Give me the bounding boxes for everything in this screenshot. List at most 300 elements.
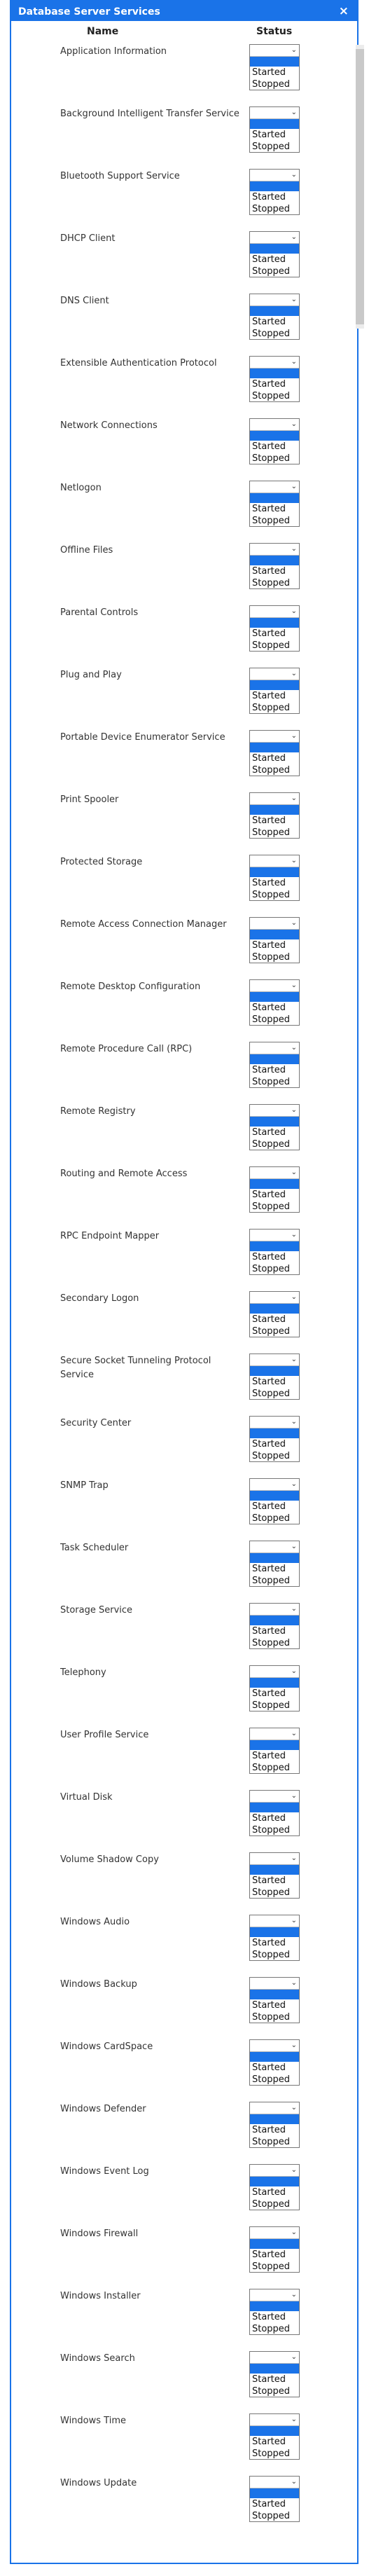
status-select-value[interactable] <box>250 1167 299 1179</box>
status-select-value[interactable] <box>250 481 299 493</box>
status-select[interactable] <box>249 2226 300 2273</box>
status-select[interactable] <box>249 2413 300 2460</box>
service-name: Windows Update <box>60 2478 137 2488</box>
status-select-value[interactable] <box>250 2165 299 2177</box>
status-select-value[interactable] <box>250 1042 299 1054</box>
chevron-down-icon[interactable]: ⌄ <box>291 233 297 241</box>
status-option-started[interactable]: Started <box>252 1938 286 1948</box>
status-option-stopped[interactable]: Stopped <box>252 2261 291 2272</box>
status-option-highlight[interactable] <box>250 1990 299 1999</box>
status-option-stopped[interactable]: Stopped <box>252 1201 291 1212</box>
status-option-started[interactable]: Started <box>252 379 286 390</box>
status-option-stopped[interactable]: Stopped <box>252 2511 291 2521</box>
table-row <box>11 1662 357 1724</box>
status-option-stopped[interactable]: Stopped <box>252 1887 291 1898</box>
status-select[interactable] <box>249 1665 300 1711</box>
service-name: Bluetooth Support Service <box>60 171 180 181</box>
status-select-value[interactable] <box>250 793 299 805</box>
chevron-down-icon[interactable]: ⌄ <box>291 1106 297 1114</box>
table-row <box>11 726 357 789</box>
status-select[interactable] <box>249 1915 300 1961</box>
status-option-stopped[interactable]: Stopped <box>252 1576 291 1586</box>
chevron-down-icon[interactable]: ⌄ <box>291 46 297 54</box>
status-select[interactable] <box>249 106 300 153</box>
status-option-highlight[interactable] <box>250 1366 299 1376</box>
status-option-highlight[interactable] <box>250 1678 299 1688</box>
table-row <box>11 2348 357 2410</box>
status-option-started[interactable]: Started <box>252 67 286 78</box>
status-option-stopped[interactable]: Stopped <box>252 703 291 713</box>
status-select[interactable] <box>249 44 300 90</box>
chevron-down-icon[interactable]: ⌄ <box>291 670 297 677</box>
status-select[interactable] <box>249 2476 300 2522</box>
table-row <box>11 2472 357 2535</box>
status-option-highlight[interactable] <box>250 306 299 316</box>
status-option-stopped[interactable]: Stopped <box>252 2199 291 2210</box>
status-option-started[interactable]: Started <box>252 566 286 577</box>
status-select[interactable] <box>249 1790 300 1836</box>
status-option-stopped[interactable]: Stopped <box>252 2137 291 2147</box>
service-name: Application Information <box>60 46 167 57</box>
table-row <box>11 851 357 914</box>
chevron-down-icon[interactable]: ⌄ <box>291 1667 297 1675</box>
status-option-stopped[interactable]: Stopped <box>252 266 291 277</box>
table-row <box>11 1849 357 1911</box>
chevron-down-icon[interactable]: ⌄ <box>291 171 297 179</box>
status-select[interactable] <box>249 979 300 1026</box>
status-option-highlight[interactable] <box>250 2364 299 2374</box>
chevron-down-icon[interactable]: ⌄ <box>291 545 297 553</box>
table-row <box>11 415 357 477</box>
status-option-started[interactable]: Started <box>252 2374 286 2385</box>
chevron-down-icon[interactable]: ⌄ <box>291 2229 297 2236</box>
status-option-highlight[interactable] <box>250 2177 299 2186</box>
status-option-started[interactable]: Started <box>252 2499 286 2509</box>
status-option-stopped[interactable]: Stopped <box>252 1451 291 1461</box>
status-select[interactable] <box>249 294 300 340</box>
status-option-highlight[interactable] <box>250 1865 299 1875</box>
status-option-highlight[interactable] <box>250 680 299 690</box>
status-select-value[interactable] <box>250 2102 299 2114</box>
chevron-down-icon[interactable]: ⌄ <box>291 1231 297 1239</box>
chevron-down-icon[interactable]: ⌄ <box>291 1169 297 1176</box>
service-name: Portable Device Enumerator Service <box>60 732 225 743</box>
table-row <box>11 1101 357 1163</box>
status-select[interactable] <box>249 1042 300 1088</box>
status-option-started[interactable]: Started <box>252 1564 286 1574</box>
table-row <box>11 228 357 290</box>
status-select-value[interactable] <box>250 1915 299 1927</box>
status-select[interactable] <box>249 730 300 776</box>
status-select[interactable] <box>249 1166 300 1213</box>
status-select[interactable] <box>249 418 300 464</box>
chevron-down-icon[interactable]: ⌄ <box>291 2041 297 2049</box>
status-select[interactable] <box>249 2102 300 2148</box>
table-row <box>11 664 357 726</box>
status-option-stopped[interactable]: Stopped <box>252 2324 291 2334</box>
table-row <box>11 2161 357 2223</box>
status-option-highlight[interactable] <box>250 992 299 1002</box>
status-option-stopped[interactable]: Stopped <box>252 204 291 214</box>
service-name: Virtual Disk <box>60 1792 113 1803</box>
status-select-value[interactable] <box>250 2227 299 2239</box>
status-select[interactable] <box>249 169 300 215</box>
status-select-value[interactable] <box>250 855 299 867</box>
chevron-down-icon[interactable]: ⌄ <box>291 358 297 366</box>
table-row <box>11 41 357 103</box>
status-select[interactable] <box>249 1541 300 1587</box>
status-option-highlight[interactable] <box>250 181 299 191</box>
status-option-highlight[interactable] <box>250 1241 299 1251</box>
status-select-value[interactable] <box>250 107 299 119</box>
status-select-value[interactable] <box>250 1978 299 1990</box>
status-option-started[interactable]: Started <box>252 1751 286 1761</box>
status-select[interactable] <box>249 2289 300 2335</box>
service-name: Network Connections <box>60 420 158 431</box>
status-select-value[interactable] <box>250 2477 299 2488</box>
status-select-value[interactable] <box>250 1791 299 1803</box>
status-option-stopped[interactable]: Stopped <box>252 827 291 838</box>
status-option-highlight[interactable] <box>250 1740 299 1750</box>
status-select-value[interactable] <box>250 1105 299 1117</box>
status-option-stopped[interactable]: Stopped <box>252 2386 291 2397</box>
status-select-value[interactable] <box>250 1292 299 1304</box>
chevron-down-icon[interactable]: ⌄ <box>291 1480 297 1488</box>
status-option-highlight[interactable] <box>250 2488 299 2498</box>
status-option-started[interactable]: Started <box>252 2250 286 2260</box>
status-option-stopped[interactable]: Stopped <box>252 578 291 588</box>
status-option-stopped[interactable]: Stopped <box>252 142 291 152</box>
chevron-down-icon[interactable]: ⌄ <box>291 1730 297 1737</box>
status-option-highlight[interactable] <box>250 1803 299 1812</box>
close-icon[interactable]: × <box>338 4 349 18</box>
status-option-started[interactable]: Started <box>252 1501 286 1512</box>
status-select[interactable] <box>249 356 300 402</box>
status-option-highlight[interactable] <box>250 2052 299 2062</box>
chevron-down-icon[interactable]: ⌄ <box>291 483 297 490</box>
status-option-highlight[interactable] <box>250 618 299 628</box>
service-name: Windows Audio <box>60 1917 130 1927</box>
status-option-stopped[interactable]: Stopped <box>252 1513 291 1524</box>
table-row <box>11 1163 357 1225</box>
status-option-highlight[interactable] <box>250 431 299 441</box>
status-select[interactable] <box>249 1291 300 1337</box>
chevron-down-icon[interactable]: ⌄ <box>291 1293 297 1301</box>
status-select-value[interactable] <box>250 1728 299 1740</box>
status-option-started[interactable]: Started <box>252 2062 286 2073</box>
status-option-started[interactable]: Started <box>252 254 286 265</box>
status-option-stopped[interactable]: Stopped <box>252 765 291 776</box>
status-option-started[interactable]: Started <box>252 691 286 701</box>
status-select[interactable] <box>249 1478 300 1524</box>
chevron-down-icon[interactable]: ⌄ <box>291 2353 297 2361</box>
status-option-highlight[interactable] <box>250 556 299 565</box>
status-option-started[interactable]: Started <box>252 815 286 826</box>
status-option-stopped[interactable]: Stopped <box>252 1077 291 1087</box>
table-row <box>11 1911 357 1974</box>
status-option-highlight[interactable] <box>250 1553 299 1563</box>
chevron-down-icon[interactable]: ⌄ <box>291 857 297 865</box>
chevron-down-icon[interactable]: ⌄ <box>291 2416 297 2423</box>
status-select[interactable] <box>249 1354 300 1400</box>
status-select[interactable] <box>249 2039 300 2086</box>
status-select[interactable] <box>249 231 300 277</box>
status-select-value[interactable] <box>250 1230 299 1241</box>
chevron-down-icon[interactable]: ⌄ <box>291 1543 297 1550</box>
status-option-started[interactable]: Started <box>252 317 286 327</box>
status-select[interactable] <box>249 668 300 714</box>
status-option-stopped[interactable]: Stopped <box>252 1825 291 1835</box>
chevron-down-icon[interactable]: ⌄ <box>291 982 297 989</box>
status-option-started[interactable]: Started <box>252 1688 286 1699</box>
table-row <box>11 477 357 539</box>
status-select[interactable] <box>249 855 300 901</box>
status-option-highlight[interactable] <box>250 1117 299 1127</box>
chevron-down-icon[interactable]: ⌄ <box>291 1792 297 1800</box>
status-option-stopped[interactable]: Stopped <box>252 453 291 464</box>
status-select-value[interactable] <box>250 1417 299 1428</box>
chevron-down-icon[interactable]: ⌄ <box>291 109 297 116</box>
chevron-down-icon[interactable]: ⌄ <box>291 420 297 428</box>
service-name: Netlogon <box>60 483 102 493</box>
status-option-highlight[interactable] <box>250 2114 299 2124</box>
status-select-value[interactable] <box>250 294 299 306</box>
status-option-highlight[interactable] <box>250 743 299 752</box>
status-option-stopped[interactable]: Stopped <box>252 952 291 963</box>
status-option-stopped[interactable]: Stopped <box>252 1014 291 1025</box>
status-option-started[interactable]: Started <box>252 1127 286 1138</box>
service-name: Windows Search <box>60 2353 135 2364</box>
table-row <box>11 1786 357 1849</box>
status-select[interactable] <box>249 792 300 839</box>
status-option-stopped[interactable]: Stopped <box>252 1139 291 1150</box>
service-name: Windows Defender <box>60 2104 146 2114</box>
chevron-down-icon[interactable]: ⌄ <box>291 1605 297 1613</box>
service-name: Plug and Play <box>60 670 122 680</box>
status-option-highlight[interactable] <box>250 2426 299 2436</box>
service-name: Task Scheduler <box>60 1543 129 1553</box>
status-option-stopped[interactable]: Stopped <box>252 79 291 90</box>
status-select-value[interactable] <box>250 668 299 680</box>
chevron-down-icon[interactable]: ⌄ <box>291 1979 297 1987</box>
table-row <box>11 2285 357 2348</box>
status-option-stopped[interactable]: Stopped <box>252 1264 291 1274</box>
status-option-started[interactable]: Started <box>252 1252 286 1262</box>
status-option-stopped[interactable]: Stopped <box>252 2074 291 2085</box>
status-select-value[interactable] <box>250 357 299 369</box>
chevron-down-icon[interactable]: ⌄ <box>291 2291 297 2299</box>
status-select-value[interactable] <box>250 1541 299 1553</box>
status-select-value[interactable] <box>250 1479 299 1491</box>
service-name: Remote Procedure Call (RPC) <box>60 1044 193 1054</box>
status-option-started[interactable]: Started <box>252 441 286 452</box>
status-option-started[interactable]: Started <box>252 1314 286 1325</box>
chevron-down-icon[interactable]: ⌄ <box>291 296 297 303</box>
status-option-stopped[interactable]: Stopped <box>252 1700 291 1711</box>
status-option-highlight[interactable] <box>250 57 299 67</box>
status-option-highlight[interactable] <box>250 1179 299 1189</box>
status-column-header: Status <box>256 26 293 37</box>
status-select[interactable] <box>249 1977 300 2023</box>
table-row <box>11 602 357 664</box>
chevron-down-icon[interactable]: ⌄ <box>291 1418 297 1426</box>
status-option-highlight[interactable] <box>250 1304 299 1314</box>
status-select-value[interactable] <box>250 1354 299 1366</box>
scrollbar-thumb[interactable] <box>356 49 364 324</box>
status-select-value[interactable] <box>250 606 299 618</box>
status-option-highlight[interactable] <box>250 2301 299 2311</box>
status-option-highlight[interactable] <box>250 2239 299 2249</box>
status-option-stopped[interactable]: Stopped <box>252 1950 291 1960</box>
status-select[interactable] <box>249 1852 300 1899</box>
service-name: Windows Time <box>60 2416 126 2426</box>
chevron-down-icon[interactable]: ⌄ <box>291 2104 297 2112</box>
service-name: Windows Firewall <box>60 2229 139 2239</box>
status-option-highlight[interactable] <box>250 1428 299 1438</box>
status-option-started[interactable]: Started <box>252 1065 286 1075</box>
table-row <box>11 2098 357 2161</box>
status-option-started[interactable]: Started <box>252 1377 286 1387</box>
status-select-value[interactable] <box>250 1604 299 1616</box>
table-row <box>11 1599 357 1662</box>
status-option-highlight[interactable] <box>250 867 299 877</box>
chevron-down-icon[interactable]: ⌄ <box>291 1854 297 1862</box>
status-select[interactable] <box>249 1104 300 1150</box>
table-row <box>11 789 357 851</box>
status-option-stopped[interactable]: Stopped <box>252 391 291 401</box>
service-name: Remote Desktop Configuration <box>60 982 201 992</box>
status-option-started[interactable]: Started <box>252 1190 286 1200</box>
status-option-started[interactable]: Started <box>252 1875 286 1886</box>
service-name: Protected Storage <box>60 857 143 867</box>
status-option-stopped[interactable]: Stopped <box>252 890 291 900</box>
status-option-highlight[interactable] <box>250 119 299 129</box>
table-row <box>11 976 357 1038</box>
status-option-started[interactable]: Started <box>252 504 286 514</box>
status-option-stopped[interactable]: Stopped <box>252 1763 291 1773</box>
status-select-value[interactable] <box>250 2414 299 2426</box>
service-name: DHCP Client <box>60 233 116 244</box>
service-name: Storage Service <box>60 1605 133 1616</box>
window-title: Database Server Services <box>18 6 160 18</box>
status-option-started[interactable]: Started <box>252 130 286 140</box>
status-option-started[interactable]: Started <box>252 2187 286 2198</box>
status-select[interactable] <box>249 2351 300 2397</box>
status-select-value[interactable] <box>250 170 299 181</box>
status-select-value[interactable] <box>250 45 299 57</box>
chevron-down-icon[interactable]: ⌄ <box>291 1044 297 1052</box>
service-name: Telephony <box>60 1667 106 1678</box>
status-option-started[interactable]: Started <box>252 2125 286 2135</box>
status-option-started[interactable]: Started <box>252 2312 286 2322</box>
status-select[interactable] <box>249 1603 300 1649</box>
status-option-stopped[interactable]: Stopped <box>252 329 291 339</box>
chevron-down-icon[interactable]: ⌄ <box>291 732 297 740</box>
status-option-highlight[interactable] <box>250 1054 299 1064</box>
chevron-down-icon[interactable]: ⌄ <box>291 2166 297 2174</box>
status-option-started[interactable]: Started <box>252 753 286 764</box>
status-select-value[interactable] <box>250 419 299 431</box>
status-option-stopped[interactable]: Stopped <box>252 640 291 651</box>
status-select-value[interactable] <box>250 232 299 244</box>
service-name: DNS Client <box>60 296 109 306</box>
table-row <box>11 103 357 165</box>
status-option-stopped[interactable]: Stopped <box>252 1326 291 1337</box>
status-select-value[interactable] <box>250 1853 299 1865</box>
status-option-started[interactable]: Started <box>252 940 286 951</box>
service-name: Print Spooler <box>60 794 119 805</box>
service-name: Extensible Authentication Protocol <box>60 358 217 369</box>
scrollbar-track[interactable] <box>356 45 364 329</box>
status-select-value[interactable] <box>250 1666 299 1678</box>
status-option-stopped[interactable]: Stopped <box>252 516 291 526</box>
status-option-stopped[interactable]: Stopped <box>252 1389 291 1399</box>
status-select[interactable] <box>249 917 300 963</box>
status-select-value[interactable] <box>250 544 299 556</box>
status-option-stopped[interactable]: Stopped <box>252 1638 291 1648</box>
status-option-stopped[interactable]: Stopped <box>252 2012 291 2023</box>
status-option-highlight[interactable] <box>250 930 299 939</box>
status-option-highlight[interactable] <box>250 1927 299 1937</box>
status-select-value[interactable] <box>250 980 299 992</box>
title-bar <box>11 1 357 21</box>
status-option-started[interactable]: Started <box>252 2000 286 2011</box>
status-option-highlight[interactable] <box>250 244 299 254</box>
status-option-started[interactable]: Started <box>252 878 286 888</box>
status-option-highlight[interactable] <box>250 1491 299 1501</box>
status-select[interactable] <box>249 1416 300 1462</box>
services-list <box>11 41 357 2535</box>
chevron-down-icon[interactable]: ⌄ <box>291 919 297 927</box>
status-select[interactable] <box>249 605 300 652</box>
status-select[interactable] <box>249 1229 300 1275</box>
status-option-started[interactable]: Started <box>252 192 286 202</box>
status-option-started[interactable]: Started <box>252 1813 286 1824</box>
status-option-highlight[interactable] <box>250 1616 299 1625</box>
table-row <box>11 1537 357 1599</box>
status-option-highlight[interactable] <box>250 369 299 378</box>
table-row <box>11 1412 357 1475</box>
status-option-started[interactable]: Started <box>252 1003 286 1013</box>
status-select-value[interactable] <box>250 2040 299 2052</box>
chevron-down-icon[interactable]: ⌄ <box>291 607 297 615</box>
service-name: Secondary Logon <box>60 1293 139 1304</box>
status-option-started[interactable]: Started <box>252 628 286 639</box>
chevron-down-icon[interactable]: ⌄ <box>291 1356 297 1363</box>
status-select-value[interactable] <box>250 2289 299 2301</box>
status-select-value[interactable] <box>250 731 299 743</box>
status-option-highlight[interactable] <box>250 805 299 815</box>
status-select[interactable] <box>249 481 300 527</box>
chevron-down-icon[interactable]: ⌄ <box>291 2478 297 2486</box>
status-select-value[interactable] <box>250 2352 299 2364</box>
status-select[interactable] <box>249 543 300 589</box>
table-row <box>11 1475 357 1537</box>
status-select-value[interactable] <box>250 918 299 930</box>
status-select[interactable] <box>249 1728 300 1774</box>
table-row <box>11 539 357 602</box>
table-row <box>11 2036 357 2098</box>
name-column-header: Name <box>87 26 119 37</box>
status-option-started[interactable]: Started <box>252 2437 286 2447</box>
status-option-stopped[interactable]: Stopped <box>252 2448 291 2459</box>
status-option-highlight[interactable] <box>250 493 299 503</box>
chevron-down-icon[interactable]: ⌄ <box>291 794 297 802</box>
chevron-down-icon[interactable]: ⌄ <box>291 1917 297 1924</box>
status-option-started[interactable]: Started <box>252 1439 286 1449</box>
status-option-started[interactable]: Started <box>252 1626 286 1637</box>
status-select[interactable] <box>249 2164 300 2210</box>
